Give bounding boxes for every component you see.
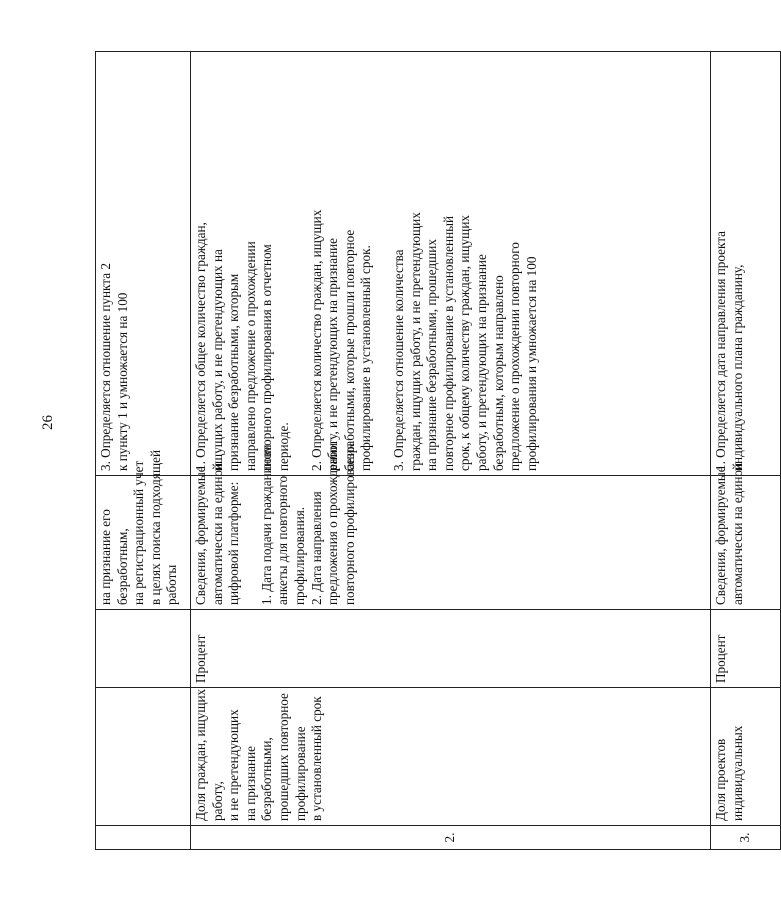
source-line: безработным, — [114, 528, 130, 605]
source-line: анкеты для повторного — [275, 475, 291, 605]
indicator-line: на признание — [242, 745, 258, 821]
indicator-table-rotated — [95, 52, 753, 850]
table-row — [191, 52, 711, 850]
method-line: профилирование в установленный срок. — [358, 245, 374, 471]
indicator-line: профилирование — [292, 726, 308, 821]
source-line: повторного профилирования — [341, 443, 357, 605]
indicator-line: Доля граждан, ищущих — [193, 688, 208, 821]
source-line: Сведения, формируемые — [193, 466, 208, 605]
method-line: 3. Определяется отношение пункта 2 — [98, 263, 113, 471]
method-line: периоде. — [275, 422, 291, 471]
method-line: безработными, которые прошли повторное — [341, 229, 357, 471]
method-line: на признание безработными, прошедших — [424, 239, 440, 471]
source-line: 2. Дата направления — [308, 491, 324, 605]
source-line: автоматически на единой — [209, 462, 225, 605]
row-number-cell: 3. — [711, 826, 781, 850]
method-line: индивидуального плана гражданину, — [729, 264, 745, 471]
method-line: работу, и не претендующих на признание — [325, 237, 341, 471]
row-number-cell — [96, 826, 191, 850]
source-line — [243, 480, 259, 605]
table-row — [711, 52, 781, 850]
method-line: признание безработными, которым — [226, 273, 242, 471]
table-row — [96, 52, 191, 850]
method-line: ищущих работу, и не претендующих на — [209, 249, 225, 471]
method-line: профилирования и умножается на 100 — [523, 256, 539, 471]
indicator-cell — [96, 688, 191, 826]
method-line: 3. Определяется отношение количества — [390, 249, 406, 471]
source-line: предложения о прохождении — [325, 442, 341, 605]
method-line: 1. Определяется дата направления проекта — [713, 230, 728, 471]
method-line: граждан, ищущих работу, и не претендующих — [407, 212, 423, 471]
method-line: работу, и претендующих на признание — [473, 254, 489, 471]
source-line: 1. Дата подачи гражданином — [258, 444, 274, 605]
source-line: автоматически на единой — [729, 462, 745, 605]
unit-cell — [96, 610, 191, 688]
indicator-table — [95, 51, 781, 850]
indicator-line: индивидуальных — [729, 725, 745, 821]
source-line: цифровой платформе: — [226, 481, 242, 605]
paragraph-gap — [375, 56, 391, 471]
method-line: повторное профилирование в установленный — [440, 215, 456, 471]
row-number-cell: 2. — [191, 826, 711, 850]
unit-cell: Процент — [191, 610, 711, 688]
page-number: 26 — [40, 415, 56, 430]
method-line: 1. Определяется общее количество граждан, — [193, 222, 208, 471]
method-cell — [96, 52, 191, 476]
source-line: в целях поиска подходящей — [147, 449, 163, 605]
indicator-line: работу, — [209, 781, 225, 821]
method-line: безработным, которым направлено — [490, 275, 506, 471]
source-line: на признание его — [98, 509, 113, 605]
indicator-cell — [711, 688, 781, 826]
source-line: на регистрационный учет — [131, 460, 147, 605]
source-line: работы — [164, 564, 180, 605]
indicator-line: Доля проектов — [713, 738, 728, 821]
source-line: Сведения, формируемые — [713, 466, 728, 605]
method-line: предложение о прохождении повторного — [507, 242, 523, 471]
source-line: профилирования. — [291, 506, 307, 605]
method-line: срок, к общему количеству граждан, ищущих — [457, 215, 473, 471]
method-cell — [191, 52, 711, 476]
method-cell — [711, 52, 781, 476]
table-body — [96, 52, 781, 850]
indicator-line: безработными, — [259, 737, 275, 821]
indicator-line: в установленный срок — [309, 696, 325, 821]
indicator-cell — [191, 688, 711, 826]
method-line: к пункту 1 и умножается на 100 — [114, 292, 130, 471]
method-line: 2. Определяется количество граждан, ищущих — [308, 209, 324, 471]
method-line: направлено предложение о прохождении — [242, 241, 258, 471]
paragraph-gap — [293, 56, 309, 471]
indicator-line: и не претендующих — [226, 709, 242, 821]
source-cell — [711, 462, 781, 610]
source-cell — [96, 449, 191, 610]
method-line: повторного профилирования в отчетном — [259, 244, 275, 471]
indicator-line: прошедших повторное — [275, 693, 291, 821]
unit-cell: Процент — [711, 610, 781, 688]
